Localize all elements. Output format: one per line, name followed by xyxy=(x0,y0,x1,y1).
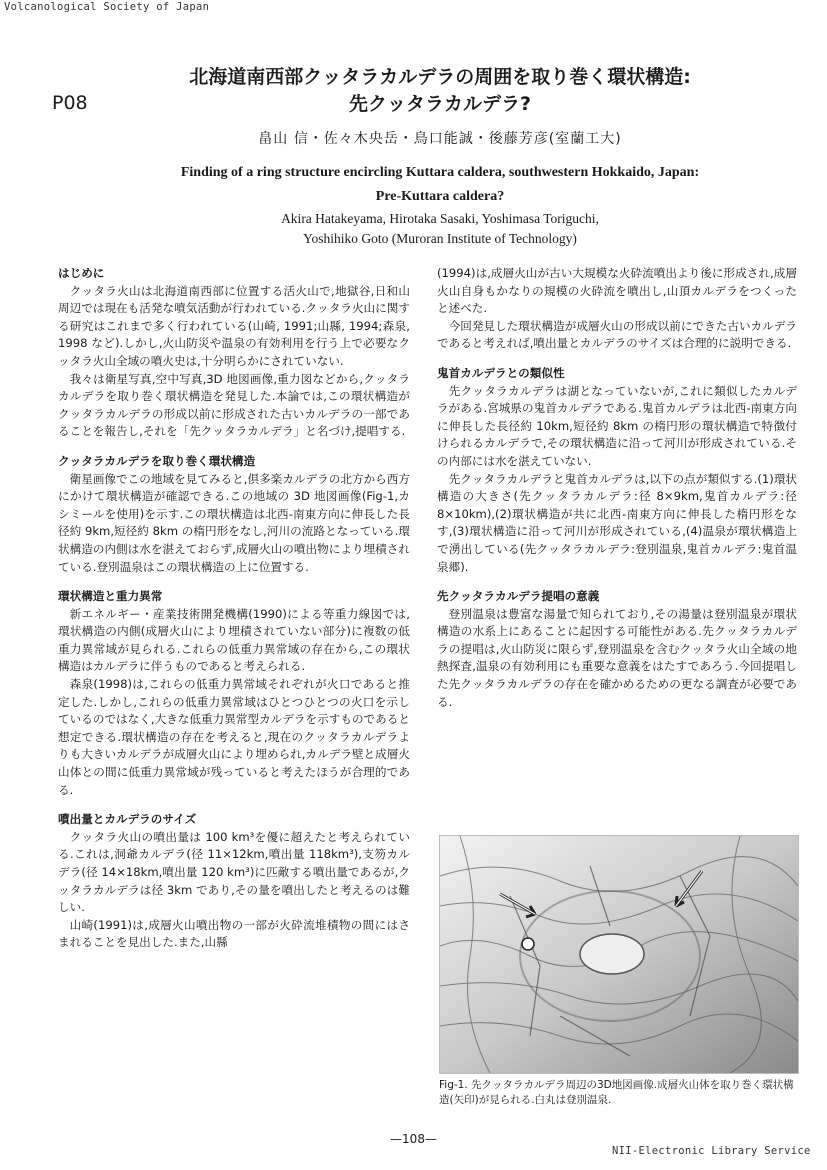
section-heading-onikobe: 鬼首カルデラとの類似性 xyxy=(437,365,565,380)
left-column xyxy=(58,265,410,952)
volume-paragraph-2: 山崎(1991)は,成層火山噴出物の一部が火砕流堆積物の間にはさまれることを見出した.また,山縣 xyxy=(58,917,410,950)
footer-source: NII-Electronic Library Service xyxy=(612,1145,811,1157)
page-number: —108— xyxy=(390,1132,437,1146)
figure-caption: Fig-1. 先クッタラカルデラ周辺の3D地図画像.成層火山体を取り巻く環状構造(矢印)が見られる.白丸は登別温泉. xyxy=(439,1079,794,1106)
noboribetsu-onsen-marker xyxy=(522,938,534,950)
terrain-image xyxy=(440,836,798,1073)
authors-en-line2: Yoshihiko Goto (Muroran Institute of Technology) xyxy=(303,231,577,246)
onikobe-paragraph-2: 先クッタラカルデラと鬼首カルデラは,以下の点が類似する.(1)環状構造の大きさ(先クッタラカルデラ:径 8×9km,鬼首カルデラ:径 8×10km),(2)環状構造が共に北西-南東方向に伸長した楕円形をなす,(3)環状構造に沿って河川が形成されている,(4)温泉が環状構造上で湧出している(先クッタラカルデラ:登別温泉,鬼首カルデラ:鬼首温泉郷). xyxy=(437,471,798,574)
ring-paragraph-1: 衛星画像でこの地域を見てみると,倶多楽カルデラの北方から西方にかけて環状構造が確認できる.この地域の 3D 地図画像(Fig-1,カシミールを使用)を示す.この環状構造は北西-南東方向に伸長した長径約 9km,短径約 8km の楕円形をなし,河川の流路となっている.環状構造の内側は水を湛えておらず,成層火山の噴出物により埋積されている.登別温泉はこの環状構造の上に位置する. xyxy=(58,471,410,574)
title-ja-line2: 先クッタラカルデラ? xyxy=(348,93,532,115)
title-en-line2: Pre-Kuttara caldera? xyxy=(375,189,505,204)
section-heading-volume: 噴出量とカルデラのサイズ xyxy=(58,812,197,827)
caldera-lake xyxy=(580,934,644,974)
title-en-line1: Finding of a ring structure encircling Kuttara caldera, southwestern Hokkaido, Japan: xyxy=(180,165,700,180)
paper-id: P08 xyxy=(52,92,88,114)
gravity-paragraph-2: 森泉(1998)は,これらの低重力異常域それぞれが火口であると推定した.しかし,これらの低重力異常域はひとつひとつの火口を示しているのではなく,大きな低重力異常型カルデラを示すものであると想定できる.環状構造の存在を考えると,現在のクッタラカルデラよりも大きいカルデラが成層火山により埋められ,カルデラ壁と成層火山体との間に低重力異常域が残っていると考えたほうが合理的である. xyxy=(58,677,410,797)
section-heading-intro: はじめに xyxy=(58,266,105,280)
figure-3d-map-image xyxy=(439,835,799,1074)
page-title-en xyxy=(100,161,780,209)
title-ja-line1: 北海道南西部クッタラカルデラの周囲を取り巻く環状構造: xyxy=(189,66,691,88)
intro-paragraph-2: 我々は衛星写真,空中写真,3D 地図画像,重力図などから,クッタラカルデラを取り巻く環状構造を発見した.本論では,この環状構造がクッタラカルデラの形成以前に形成された古いカルデラの一部であることを報告し,それを「先クッタラカルデラ」と名づけ,提唱する. xyxy=(58,371,410,439)
onikobe-paragraph-1: 先クッタラカルデラは湖となっていないが,これに類似したカルデラがある.宮城県の鬼首カルデラである.鬼首カルデラは北西-南東方向に伸長した長径約 10km,短径約 8km の楕円形の環状構造で特徴付けられるカルデラで,その環状構造に沿って河川が形成されている.その内部には水を湛えていない. xyxy=(437,383,797,468)
intro-paragraph-1: クッタラ火山は北海道南西部に位置する活火山で,地獄谷,日和山周辺では現在も活発な噴気活動が行われている.クッタラ火山に関する研究はこれまで多く行われている(山崎, 1991;山縣, 1994;森泉, 1998 など).しかし,火山防災や温泉の有効利用を行う上で必要なクッタラ火山全域の噴火史は,十分明らかにされていない. xyxy=(58,283,410,368)
section-heading-gravity: 環状構造と重力異常 xyxy=(58,589,163,604)
authors-en-line1: Akira Hatakeyama, Hirotaka Sasaki, Yoshimasa Toriguchi, xyxy=(281,211,599,226)
authors-ja: 畠山 信・佐々木央岳・鳥口能誠・後藤芳彦(室蘭工大) xyxy=(258,131,622,147)
gravity-paragraph-1: 新エネルギー・産業技術開発機構(1990)による等重力線図では,環状構造の内側(成層火山により埋積されていない部分)に複数の低重力異常域が見られる.これらの低重力異常域の存在から,この環状構造はカルデラに伴うものであると考えられる. xyxy=(58,606,410,674)
right-column xyxy=(437,265,797,711)
authors-en xyxy=(100,209,780,249)
significance-paragraph-1: 登別温泉は豊富な湯量で知られており,その湯量は登別温泉が環状構造の水系上にあることに起因する可能性がある.先クッタラカルデラの提唱は,火山防災に限らず,登別温泉を含むクッタラ火山全域の地熱探査,温泉の有効利用にも重要な意義をはたすであろう.今回提唱した先クッタラカルデラの存在を確かめるための更なる調査が必要である. xyxy=(437,606,797,709)
section-heading-significance: 先クッタラカルデラ提唱の意義 xyxy=(437,589,600,604)
section-heading-ring: クッタラカルデラを取り巻く環状構造 xyxy=(58,453,256,468)
volume-paragraph-1: クッタラ火山の噴出量は 100 km³を優に超えたと考えられている.これは,洞爺カルデラ(径 11×12km,噴出量 118km³),支笏カルデラ(径 14×18km,噴出量 120 km³)に匹敵する噴出量であるが,クッタラカルデラは径 3km であり,その量を噴出したと考えるのは難しい. xyxy=(58,829,410,915)
volume-paragraph-3: (1994)は,成層火山が古い大規模な火砕流噴出より後に形成され,成層火山自身もかなりの規模の火砕流を噴出し,山頂カルデラをつくったと述べた. xyxy=(437,266,797,316)
page-title-ja xyxy=(120,64,760,118)
header-society: Volcanological Society of Japan xyxy=(4,1,210,13)
volume-paragraph-4: 今回発見した環状構造が成層火山の形成以前にできた古いカルデラであると考えれば,噴出量とカルデラのサイズは合理的に説明できる. xyxy=(437,318,797,351)
